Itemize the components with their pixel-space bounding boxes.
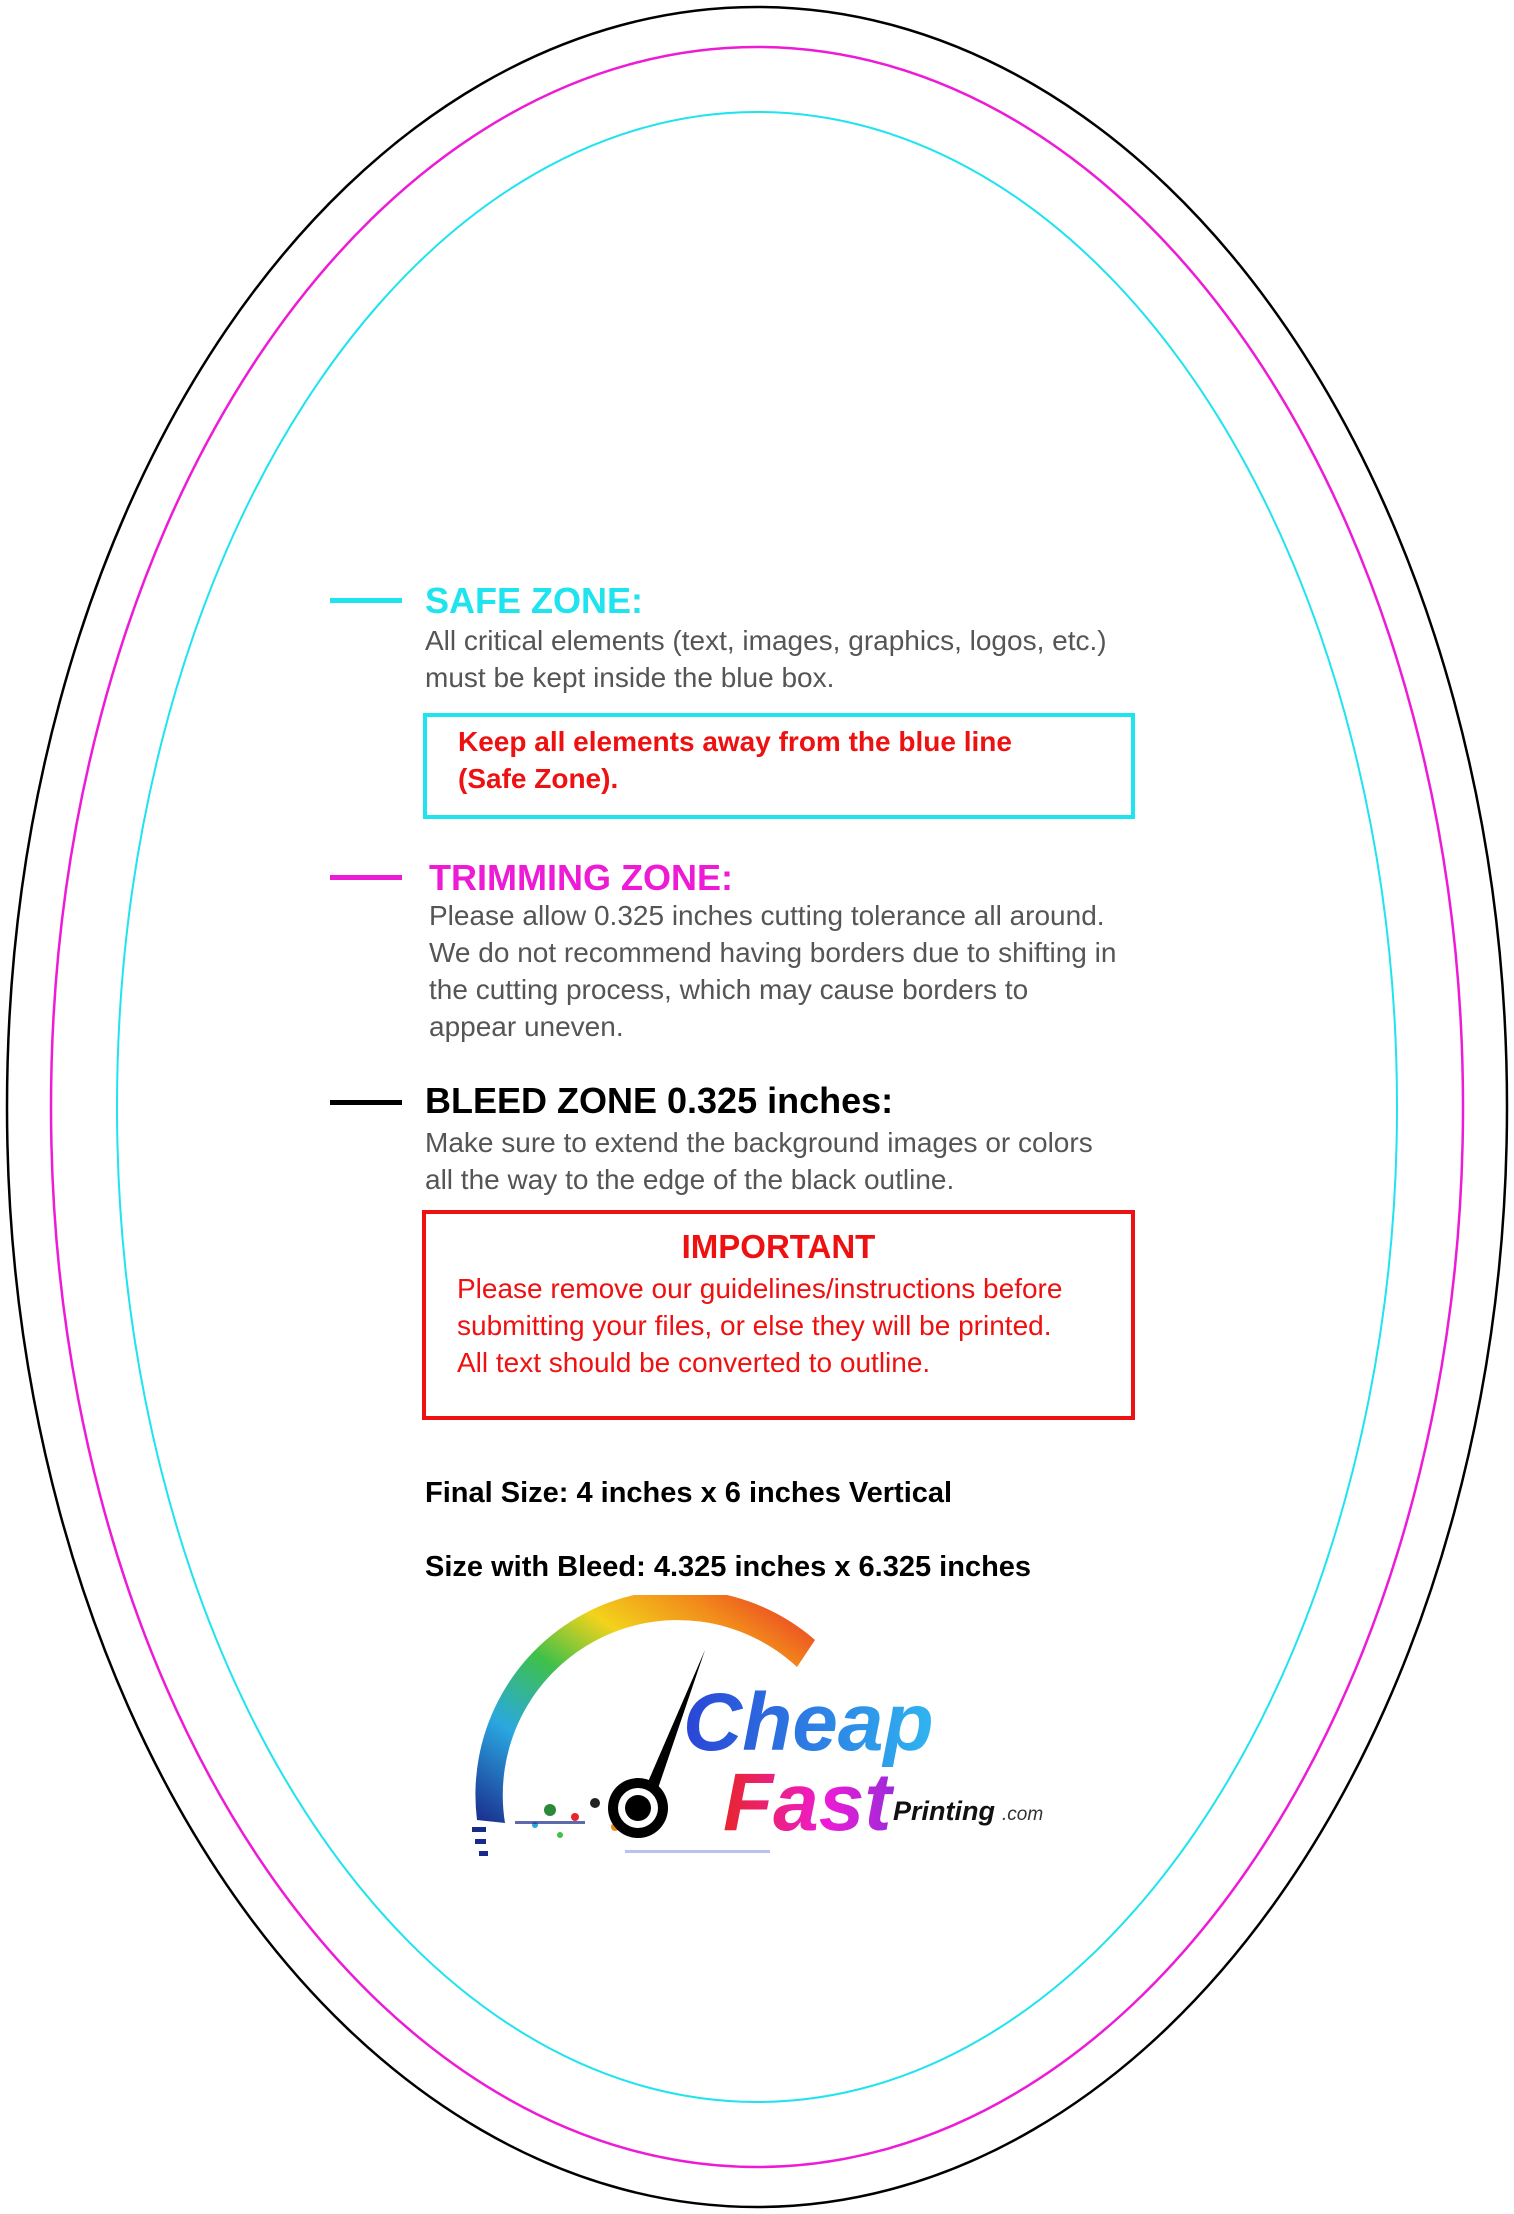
final-size: Final Size: 4 inches x 6 inches Vertical bbox=[425, 1477, 953, 1509]
trimming-zone-legend-line bbox=[330, 875, 402, 880]
paint-splatter bbox=[515, 1798, 619, 1838]
logo-suffix-com: .com bbox=[1002, 1804, 1044, 1825]
logo-word-printing: Printing bbox=[893, 1796, 995, 1826]
important-box bbox=[422, 1210, 1135, 1420]
bleed-zone-description: Make sure to extend the background images or colors all the way to the edge of the black outline. bbox=[425, 1127, 1093, 1195]
bleed-zone-title: BLEED ZONE 0.325 inches: bbox=[425, 1080, 894, 1121]
logo-word-fast: Fast bbox=[723, 1757, 892, 1848]
trimming-zone-title: TRIMMING ZONE: bbox=[429, 857, 733, 898]
safe-zone-title: SAFE ZONE: bbox=[425, 580, 644, 621]
safe-zone-description: All critical elements (text, images, graphics, logos, etc.) must be kept inside the blue box. bbox=[425, 625, 1107, 693]
cheapfastprinting-logo bbox=[455, 1595, 1070, 1875]
safe-zone-note: Keep all elements away from the blue line (Safe Zone). bbox=[458, 726, 1012, 794]
important-text: Please remove our guidelines/instructions before submitting your files, or else they will be printed. All text should be converted to outline. bbox=[457, 1273, 1063, 1378]
speedometer-ticks bbox=[472, 1827, 488, 1856]
trimming-zone-description: Please allow 0.325 inches cutting tolerance all around. We do not recommend having borders due to shifting in the cutting process, which may cause borders to appear uneven. bbox=[429, 900, 1117, 1042]
logo-underline bbox=[625, 1850, 770, 1853]
bleed-zone-legend-line bbox=[330, 1100, 402, 1105]
important-title: IMPORTANT bbox=[681, 1228, 876, 1265]
logo-word-cheap: Cheap bbox=[683, 1677, 934, 1768]
safe-zone-legend-line bbox=[330, 598, 402, 603]
safe-zone-note-box bbox=[423, 713, 1135, 819]
bleed-size: Size with Bleed: 4.325 inches x 6.325 inches bbox=[425, 1551, 1032, 1583]
